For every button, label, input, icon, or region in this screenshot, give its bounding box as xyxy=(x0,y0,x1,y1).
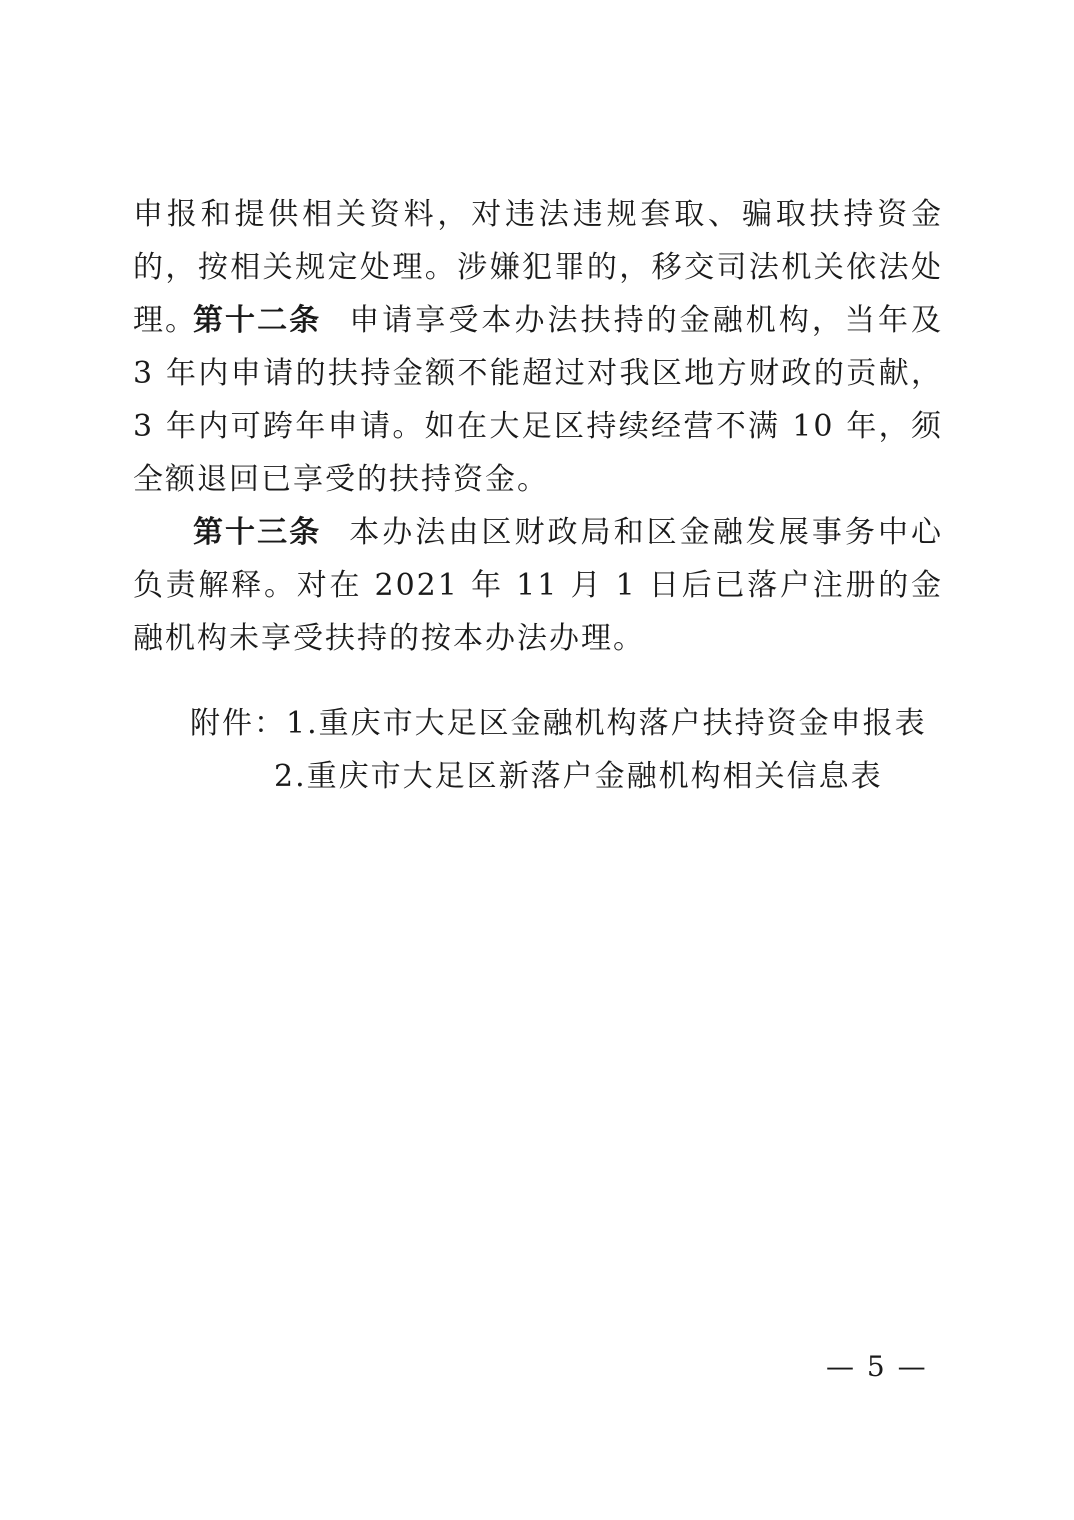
attachments-list xyxy=(190,697,927,803)
article-12 xyxy=(133,294,943,506)
attachment-item-2: 2.重庆市大足区新落户金融机构相关信息表 xyxy=(274,759,883,794)
paragraph-continuation-text: 申报和提供相关资料，对违法违规套取、骗取扶持资金的，按相关规定处理。涉嫌犯罪的，移交司法机关依法处理。 xyxy=(133,197,943,338)
article-13-text: 本办法由区财政局和区金融发展事务中心负责解释。对在 2021 年 11 月 1 日后已落户注册的金融机构未享受扶持的按本办法办理。 xyxy=(133,515,944,656)
attachment-item xyxy=(190,697,927,750)
article-12-text: 申请享受本办法扶持的金融机构，当年及 3 年内申请的扶持金额不能超过对我区地方财政的贡献，3 年内可跨年申请。如在大足区持续经营不满 10 年，须全额退回已享受的扶持资金。 xyxy=(133,303,944,497)
attachment-item-1: 1.重庆市大足区金融机构落户扶持资金申报表 xyxy=(286,706,927,741)
article-13-heading: 第十三条 xyxy=(193,515,322,550)
attachments-label: 附件： xyxy=(190,706,286,741)
article-13 xyxy=(133,506,943,665)
article-12-heading: 第十二条 xyxy=(193,303,322,338)
attachment-item xyxy=(190,750,927,803)
page-number: — 5 — xyxy=(826,1350,928,1383)
